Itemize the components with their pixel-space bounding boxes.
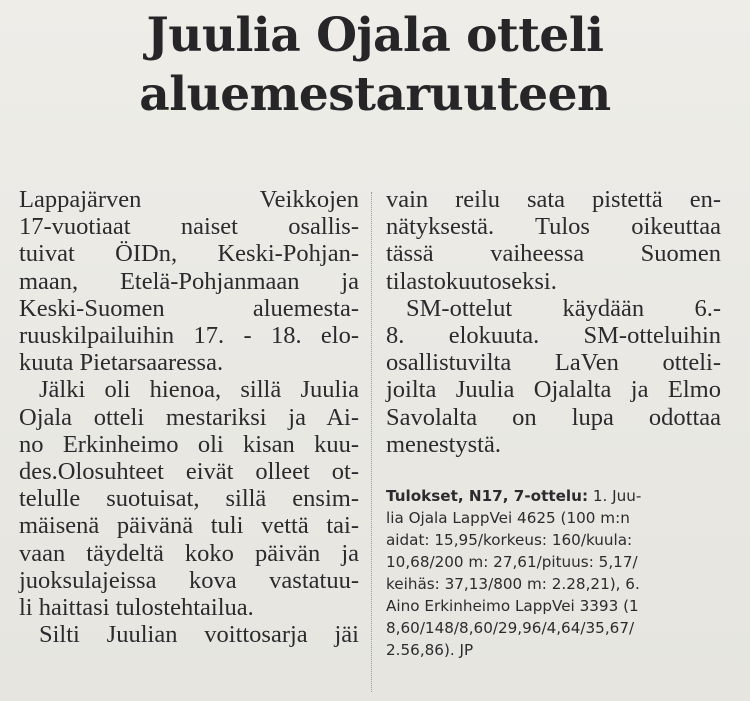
results-lines: [386, 507, 726, 661]
left-column-line: maan, Etelä-Pohjanmaan ja: [19, 267, 359, 295]
left-column-line: 17-vuotiaat naiset osallis-: [19, 213, 359, 241]
results-first-line-rest: 1. Juu-: [592, 487, 642, 505]
right-column-line: vain reilu sata pistettä en-: [386, 186, 721, 213]
left-column-line: li haittasi tulostehtailua.: [19, 594, 254, 622]
right-column-line: tässä vaiheessa Suomen: [386, 240, 721, 268]
article-right-column: [386, 186, 721, 458]
right-column-line: tilastokuutoseksi.: [386, 267, 557, 295]
left-column-line: mäisenä päivänä tuli vettä tai-: [19, 512, 359, 540]
left-column-line: Keski-Suomen aluemesta-: [19, 294, 359, 322]
right-column-line: menestystä.: [386, 430, 501, 458]
results-heading: Tulokset, N17, 7-ottelu:: [386, 487, 589, 505]
left-column-line: Lappajärven Veikkojen: [19, 186, 359, 213]
article-left-column: [19, 186, 359, 648]
results-line: lia Ojala LappVei 4625 (100 m:n: [386, 509, 630, 527]
results-line: Aino Erkinheimo LappVei 3393 (1: [386, 597, 639, 615]
results-line: aidat: 15,95/korkeus: 160/kuula:: [386, 531, 633, 549]
results-line: 10,68/200 m: 27,61/pituus: 5,17/: [386, 553, 638, 571]
article-headline: [0, 6, 750, 124]
left-column-line: Silti Juulian voittosarja jäi: [39, 621, 359, 649]
right-column-line: osallistuvilta LaVen otteli-: [386, 349, 721, 377]
left-column-line: des.Olosuhteet eivät olleet ot-: [19, 458, 359, 486]
left-column-line: telulle suotuisat, sillä ensim-: [19, 485, 359, 513]
results-line: keihäs: 37,13/800 m: 2.28,21), 6.: [386, 575, 640, 593]
headline-line-1: Juulia Ojala otteli: [146, 8, 604, 63]
left-column-line: no Erkinheimo oli kisan kuu-: [19, 430, 359, 458]
results-box: [386, 485, 726, 661]
results-line: 8,60/148/8,60/29,96/4,64/35,67/: [386, 619, 635, 637]
results-first-line: [386, 485, 726, 507]
headline-line-2: aluemestaruuteen: [139, 67, 611, 122]
right-column-line: 8. elokuuta. SM-otteluihin: [386, 322, 721, 350]
right-column-line: nätyksestä. Tulos oikeuttaa: [386, 213, 721, 241]
results-line: 2.56,86). JP: [386, 641, 474, 659]
left-column-line: vaan täydeltä koko päivän ja: [19, 539, 359, 567]
left-column-line: Ojala otteli mestariksi ja Ai-: [19, 403, 359, 431]
left-column-line: juoksulajeissa kova vastatuu-: [19, 566, 359, 594]
left-column-line: kuuta Pietarsaaressa.: [19, 349, 224, 377]
right-column-line: SM-ottelut käydään 6.-: [406, 294, 721, 322]
left-column-line: Jälki oli hienoa, sillä Juulia: [39, 376, 359, 404]
column-divider: [371, 192, 372, 692]
left-column-line: tuivat ÖIDn, Keski-Pohjan-: [19, 240, 359, 268]
right-column-line: Savolalta on lupa odottaa: [386, 403, 721, 431]
right-column-line: joilta Juulia Ojalalta ja Elmo: [386, 376, 721, 404]
left-column-line: ruuskilpailuihin 17. - 18. elo-: [19, 322, 359, 350]
